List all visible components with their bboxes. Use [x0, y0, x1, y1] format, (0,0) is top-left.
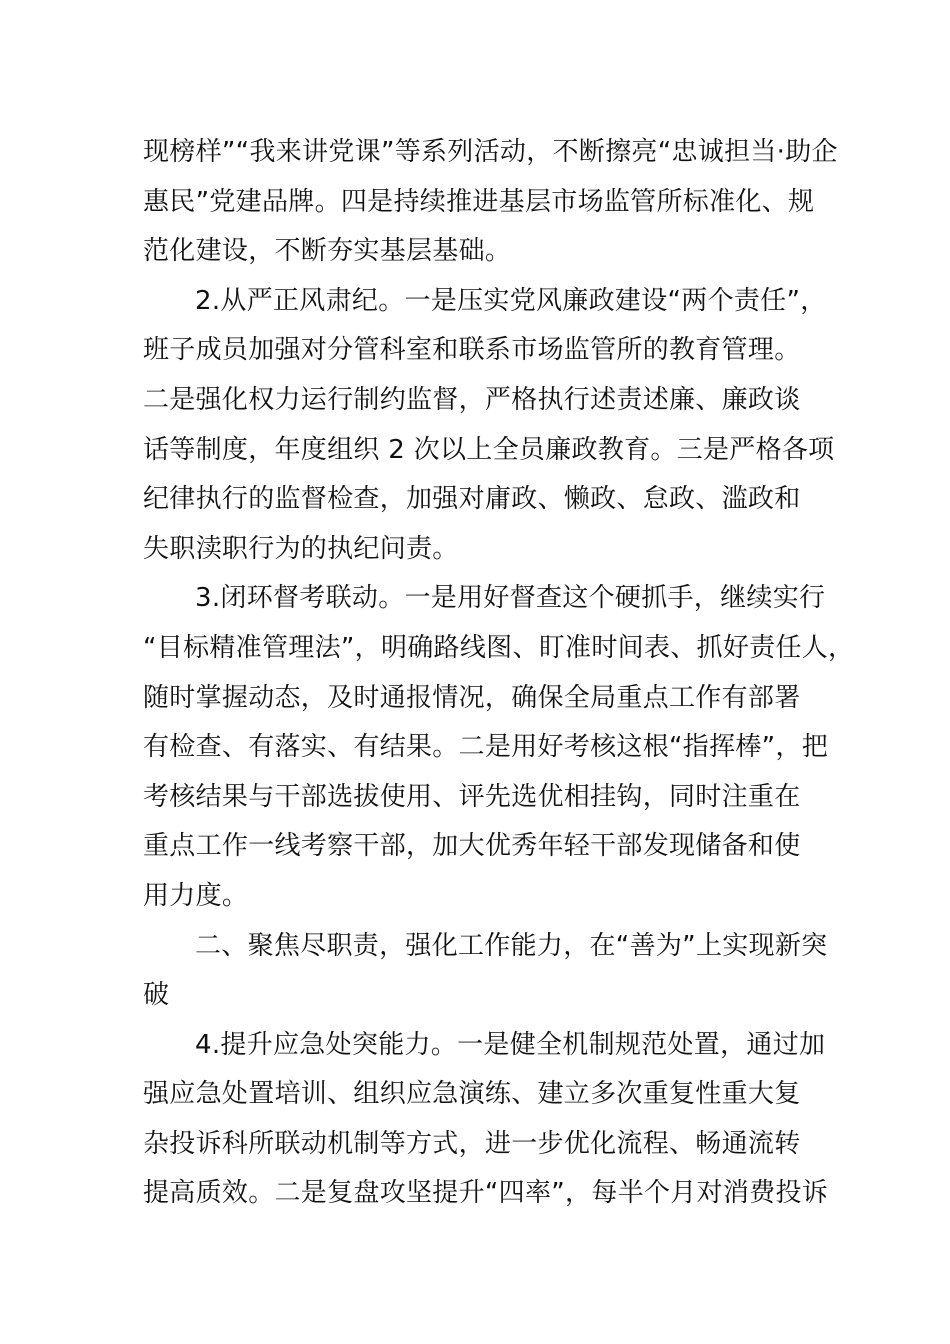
paragraph-start-line: 4.提升应急处突能力。一是健全机制规范处置，通过加 — [195, 1029, 826, 1060]
text-line: 话等制度，年度组织 2 次以上全员廉政教育。三是严格各项 — [143, 434, 835, 465]
section-heading-line: 二、聚焦尽职责，强化工作能力，在“善为”上实现新突 — [195, 930, 828, 961]
text-line: 提高质效。二是复盘攻坚提升“四率”，每半个月对消费投诉 — [143, 1178, 829, 1209]
text-line: 现榜样”“我来讲党课”等系列活动，不断擦亮“忠诚担当·助企 — [143, 137, 838, 167]
text-line: 二是强化权力运行制约监督，严格执行述责述廉、廉政谈 — [143, 384, 801, 415]
section-heading-line: 破 — [143, 980, 170, 1011]
text-line: 考核结果与干部选拔使用、评先选优相挂钩，同时注重在 — [143, 781, 801, 812]
text-line: 惠民”党建品牌。四是持续推进基层市场监管所标准化、规 — [143, 186, 815, 217]
text-line: 有检查、有落实、有结果。二是用好考核这根“指挥棒”，把 — [143, 732, 829, 763]
text-line: 范化建设，不断夯实基层基础。 — [143, 236, 512, 267]
document-body — [143, 128, 855, 1219]
paragraph-start-line: 3.闭环督考联动。一是用好督查这个硬抓手，继续实行 — [195, 583, 826, 614]
text-line: 班子成员加强对分管科室和联系市场监管所的教育管理。 — [143, 335, 801, 366]
text-line: 随时掌握动态，及时通报情况，确保全局重点工作有部署 — [143, 682, 801, 713]
text-line: 杂投诉科所联动机制等方式，进一步优化流程、畅通流转 — [143, 1128, 801, 1159]
text-line: 失职渎职行为的执纪问责。 — [143, 533, 459, 564]
text-line: 用力度。 — [143, 880, 249, 911]
text-line: 重点工作一线考察干部，加大优秀年轻干部发现储备和使 — [143, 831, 801, 862]
text-line: 纪律执行的监督检查，加强对庸政、懒政、怠政、滥政和 — [143, 484, 801, 515]
text-line: “目标精准管理法”，明确路线图、盯准时间表、抓好责任人， — [143, 632, 855, 663]
paragraph-start-line: 2.从严正风肃纪。一是压实党风廉政建设“两个责任”， — [195, 285, 827, 316]
text-line: 强应急处置培训、组织应急演练、建立多次重复性重大复 — [143, 1079, 801, 1110]
